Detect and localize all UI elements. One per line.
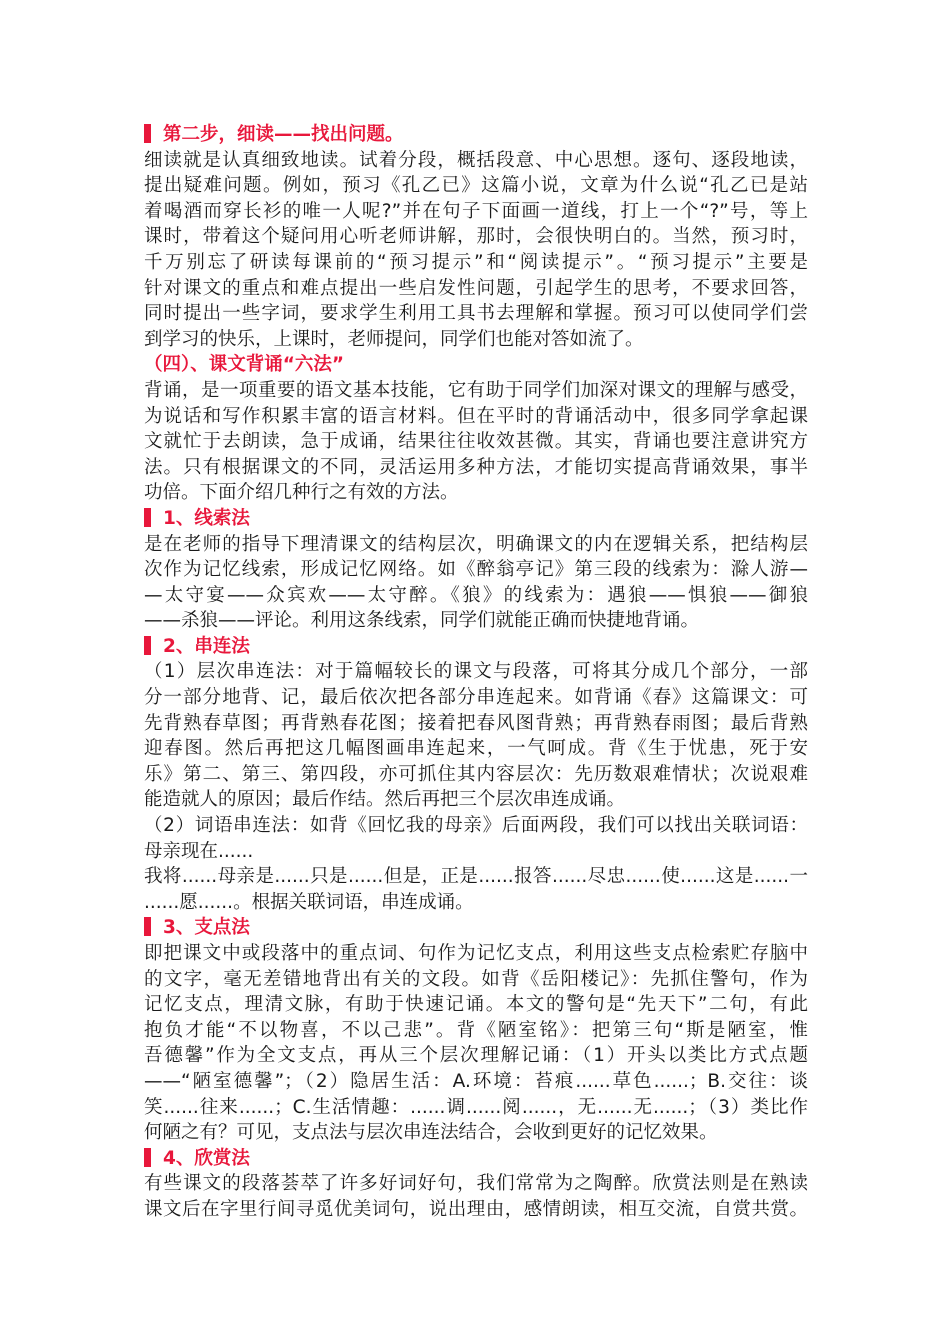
text-line: 法。只有根据课文的不同，灵活运用多种方法，才能切实提高背诵效果，事半 <box>144 456 808 478</box>
text-line: 着喝酒而穿长衫的唯一人呢?”并在句子下面画一道线，打上一个“?”号，等上 <box>144 200 808 222</box>
section-heading-recite: （四）、课文背诵“六法” <box>144 354 345 376</box>
method-heading-chain: 2、串连法 <box>144 634 808 660</box>
text-line: —太守宴——众宾欢——太守醉。《狼》的线索为：遇狼——惧狼——御狼 <box>144 584 808 606</box>
method-heading-anchor: 3、支点法 <box>144 915 808 941</box>
text-line: 课时，带着这个疑问用心听老师讲解，那时，会很快明白的。当然，预习时， <box>144 226 808 248</box>
section-heading-step2: 第二步，细读——找出问题。 <box>144 122 808 148</box>
text-line: 笑......往来......；C.生活情趣：......调......阅......，无......无......；（3）类比作 <box>144 1096 808 1118</box>
text-line: 文就忙于去朗读，急于成诵，结果往往收效甚微。其实，背诵也要注意讲究方 <box>144 431 808 453</box>
text-line: 针对课文的重点和难点提出一些启发性问题，引起学生的思考，不要求回答， <box>144 277 808 299</box>
text-line: 的文字，毫无差错地背出有关的文段。如背《岳阳楼记》：先抓住警句，作为 <box>144 968 808 990</box>
text-line: 即把课文中或段落中的重点词、句作为记忆支点，利用这些支点检索贮存脑中 <box>144 943 808 964</box>
text-line: 是在老师的指导下理清课文的结构层次，明确课文的内在逻辑关系，把结构层 <box>144 533 808 555</box>
text-line: 背诵，是一项重要的语文基本技能，它有助于同学们加深对课文的理解与感受， <box>144 379 808 401</box>
heading-marker-icon <box>144 917 151 936</box>
text-line: 我将......母亲是......只是......但是，正是......报答......尽忠......使......这是......一 <box>144 866 808 888</box>
text-line: 分一部分地背、记，最后依次把各部分串连起来。如背诵《春》这篇课文：可 <box>144 687 808 709</box>
text-line: ......愿......。根据关联词语，串连成诵。 <box>144 891 474 913</box>
text-line: 乐》第二、第三、第四段，亦可抓住其内容层次：先历数艰难情状；次说艰难 <box>144 763 808 785</box>
heading-marker-icon <box>144 124 151 143</box>
text-line: 为说话和写作积累丰富的语言材料。但在平时的背诵活动中，很多同学拿起课 <box>144 405 808 427</box>
text-line: 到学习的快乐，上课时，老师提问，同学们也能对答如流了。 <box>144 328 644 350</box>
text-line: ——“陋室德馨”；（2）隐居生活：A.环境：苔痕......草色......；B.交往：谈 <box>144 1070 808 1092</box>
text-line: （1）层次串连法：对于篇幅较长的课文与段落，可将其分成几个部分，一部 <box>144 661 808 683</box>
heading-marker-icon <box>144 508 151 527</box>
text-line: 记忆支点，理清文脉，有助于快速记诵。本文的警句是“先天下”二句，有此 <box>144 994 808 1016</box>
text-line: 先背熟春草图；再背熟春花图；接着把春风图背熟；再背熟春雨图；最后背熟 <box>144 712 808 734</box>
text-line: 抱负才能“不以物喜，不以己悲”。背《陋室铭》：把第三句“斯是陋室，惟 <box>144 1019 808 1041</box>
text-line: 次作为记忆线索，形成记忆网络。如《醉翁亭记》第三段的线索为：滁人游— <box>144 559 808 581</box>
text-line: 迎春图。然后再把这几幅图画串连起来，一气呵成。背《生于忧患，死于安 <box>144 738 808 760</box>
text-line: ——杀狼——评论。利用这条线索，同学们就能正确而快捷地背诵。 <box>144 610 700 632</box>
text-line: 有些课文的段落荟萃了许多好词好句，我们常常为之陶醉。欣赏法则是在熟读 <box>144 1173 808 1195</box>
method-heading-clue: 1、线索法 <box>144 506 808 532</box>
text-line: 何陋之有？可见，支点法与层次串连法结合，会收到更好的记忆效果。 <box>144 1122 718 1144</box>
heading-marker-icon <box>144 1148 151 1167</box>
heading-marker-icon <box>144 636 151 655</box>
text-line: 同时提出一些字词，要求学生利用工具书去理解和掌握。预习可以使同学们尝 <box>144 303 808 325</box>
text-line: 母亲现在...... <box>144 840 254 862</box>
text-line: 提出疑难问题。例如，预习《孔乙已》这篇小说，文章为什么说“孔乙已是站 <box>144 175 808 197</box>
text-line: 千万别忘了研读每课前的“预习提示”和“阅读提示”。“预习提示”主要是 <box>144 251 808 273</box>
document-page <box>144 122 808 1223</box>
text-line: 课文后在字里行间寻觅优美词句，说出理由，感情朗读，相互交流，自赏共赏。 <box>144 1198 808 1220</box>
text-line: 功倍。下面介绍几种行之有效的方法。 <box>144 482 459 504</box>
text-line: 细读就是认真细致地读。试着分段，概括段意、中心思想。逐句、逐段地读， <box>144 149 808 171</box>
method-heading-appreciate: 4、欣赏法 <box>144 1146 808 1172</box>
text-line: 能造就人的原因；最后作结。然后再把三个层次串连成诵。 <box>144 789 626 811</box>
text-line: （2）词语串连法：如背《回忆我的母亲》后面两段，我们可以找出关联词语： <box>144 815 808 837</box>
text-line: 吾德馨”作为全文支点，再从三个层次理解记诵：（1）开头以类比方式点题 <box>144 1045 808 1067</box>
